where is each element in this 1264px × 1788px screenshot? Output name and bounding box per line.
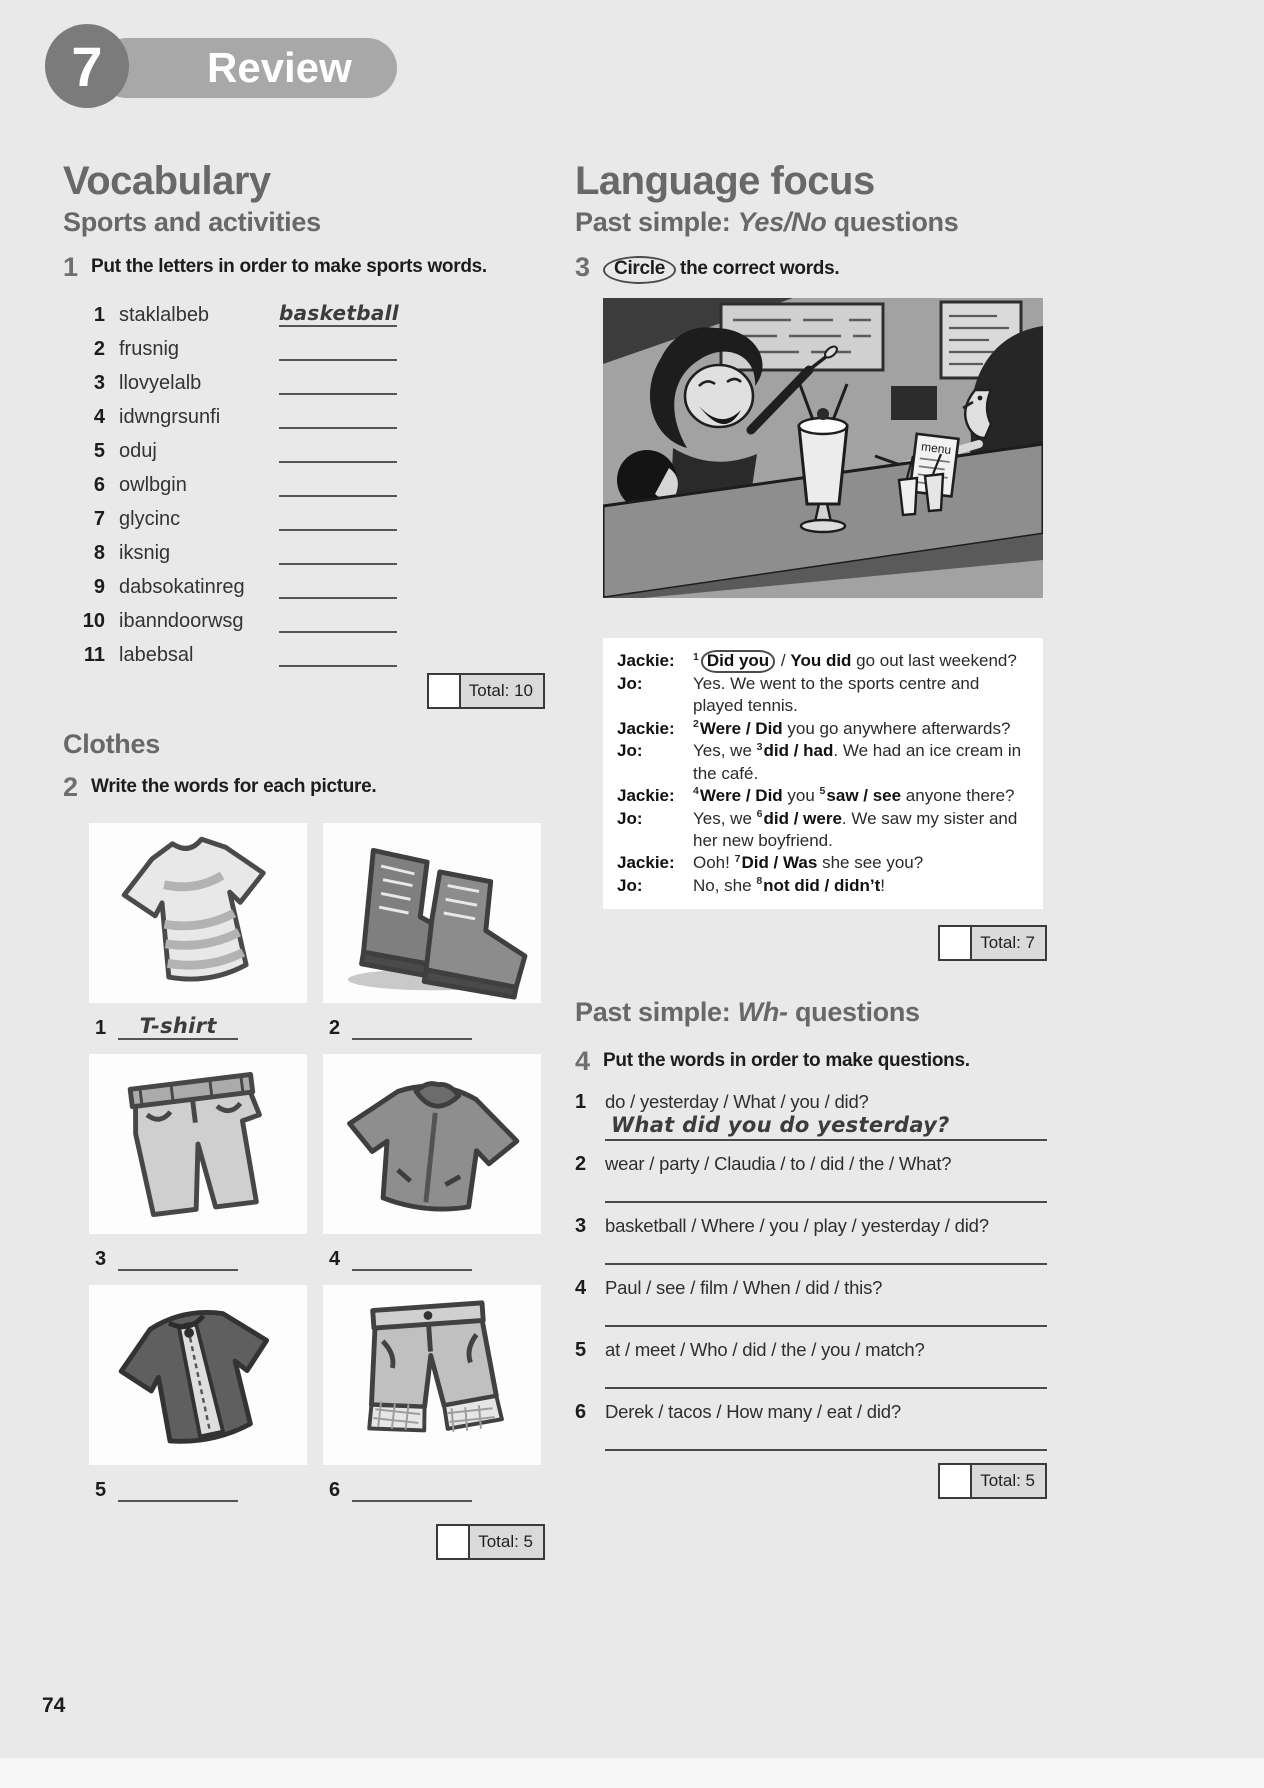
question-body	[605, 1277, 1047, 1327]
wall-speaker	[891, 386, 937, 420]
exercise2-total-box	[436, 1524, 545, 1560]
circled-answer[interactable]: Did you	[701, 650, 775, 673]
question-number: 2	[575, 1153, 587, 1176]
t-shirt-image	[89, 823, 307, 1003]
dialogue-line	[617, 673, 1029, 718]
answer-blank[interactable]	[279, 606, 397, 633]
dialogue-fragment: Yes. We went to the sports centre and played tennis.	[693, 673, 980, 716]
sports-word-row	[63, 599, 545, 633]
clothes-picture-cell	[89, 1285, 307, 1516]
exercise2-number: 2	[63, 772, 79, 803]
clothes-picture-cell	[89, 1054, 307, 1285]
subheading-suffix: questions	[826, 207, 959, 238]
item-number: 11	[83, 644, 105, 667]
exercise2-header	[63, 772, 545, 803]
scrambled-word: llovyelalb	[119, 372, 202, 395]
clothes-picture-cell	[323, 1285, 541, 1516]
picture-answer-blank[interactable]	[352, 1013, 472, 1040]
item-number: 10	[82, 610, 105, 633]
picture-label-row	[329, 1475, 541, 1502]
scrambled-word: ibanndoorwsg	[119, 610, 244, 633]
dialogue-text	[693, 808, 1029, 853]
question-prompt: wear / party / Claudia / to / did / the / What?	[605, 1153, 952, 1175]
menu-stand-label: menu	[920, 439, 952, 458]
clothes-pictures-grid	[89, 823, 541, 1516]
item-number: 6	[93, 474, 105, 497]
answer-blank[interactable]	[279, 368, 397, 395]
question-prompt: at / meet / Who / did / the / you / match?	[605, 1339, 925, 1361]
exercise4-header	[575, 1046, 1047, 1077]
picture-number: 5	[95, 1479, 107, 1502]
subheading-prefix: Past simple:	[575, 207, 738, 238]
dialogue-text	[693, 740, 1029, 785]
choice-number: 2	[693, 718, 699, 731]
dialogue-fragment: . We saw my sister and her new boyfriend.	[693, 808, 1018, 850]
dialogue-text	[693, 875, 1029, 897]
sports-words-list	[63, 293, 545, 667]
unit-title-pill	[97, 38, 397, 98]
dialogue-speaker: Jackie:	[617, 651, 675, 671]
track-jacket-image	[89, 1285, 307, 1465]
scrambled-word: owlbgin	[119, 474, 187, 497]
answer-blank[interactable]: basketball	[279, 301, 399, 326]
picture-answer-blank[interactable]	[118, 1244, 238, 1271]
dialogue-line	[617, 740, 1029, 785]
question-item	[575, 1277, 1047, 1327]
clothes-picture-cell	[323, 1054, 541, 1285]
sports-word-row	[63, 531, 545, 565]
dialogue-line	[617, 852, 1029, 874]
jeans-drawing	[89, 1054, 307, 1234]
dialogue-text	[693, 673, 1029, 718]
vocabulary-heading: Vocabulary	[63, 159, 271, 203]
dialogue-fragment: Yes, we	[693, 808, 757, 828]
shorts-drawing	[323, 1285, 541, 1465]
exercise1-instruction: Put the letters in order to make sports words.	[91, 256, 487, 278]
answer-blank[interactable]	[279, 640, 397, 667]
picture-number: 4	[329, 1248, 341, 1271]
word-choice[interactable]: Did / Was	[741, 853, 818, 873]
word-choice[interactable]: did / had	[763, 741, 834, 761]
choice-number: 1	[693, 650, 699, 663]
scrambled-word: iksnig	[119, 542, 171, 565]
exercise3-total-box	[938, 925, 1047, 961]
question-answer-blank[interactable]	[605, 1423, 1047, 1451]
choice-number: 5	[819, 785, 826, 798]
choice-number: 6	[756, 807, 763, 820]
picture-label-row	[95, 1475, 307, 1502]
question-item	[575, 1153, 1047, 1203]
dialogue-speaker: Jo:	[617, 673, 643, 693]
question-number: 6	[575, 1401, 587, 1424]
scrambled-word: idwngrsunfi	[119, 406, 221, 429]
exercise3-score-box[interactable]	[940, 927, 972, 959]
past-simple-yesno-subheading	[575, 207, 1047, 238]
cafe-scene-svg	[603, 298, 1043, 598]
exercise4-total-box	[938, 1463, 1047, 1499]
question-prompt: basketball / Where / you / play / yesterday / did?	[605, 1215, 989, 1237]
item-number: 8	[93, 542, 105, 565]
scrambled-word: oduj	[119, 440, 157, 463]
exercise3-header	[575, 252, 1047, 284]
sports-word-row	[63, 565, 545, 599]
picture-label-row	[95, 1244, 307, 1271]
exercise1-score-box[interactable]	[429, 675, 461, 707]
dialogue-fragment: anyone there?	[901, 786, 1015, 806]
dialogue-fragment: she see you?	[817, 853, 924, 873]
boots-drawing	[323, 823, 541, 1003]
item-number: 2	[93, 338, 105, 361]
scrambled-word: glycinc	[119, 508, 181, 531]
circle-word-oval: Circle	[603, 256, 676, 284]
exercise3-total-label: Total: 7	[980, 933, 1035, 953]
exercise2-score-box[interactable]	[438, 1526, 470, 1558]
question-answer-blank[interactable]	[605, 1175, 1047, 1203]
clothes-heading: Clothes	[63, 729, 160, 760]
exercise4-number: 4	[575, 1046, 591, 1077]
dialogue-fragment: go out last weekend?	[851, 651, 1017, 671]
sports-word-row	[63, 429, 545, 463]
wh-heading-prefix: Past simple:	[575, 997, 738, 1028]
jacket-drawing	[323, 1054, 541, 1234]
question-body	[605, 1153, 1047, 1203]
page-bottom-edge	[0, 1758, 1264, 1788]
exercise3-number: 3	[575, 252, 591, 283]
dialogue-line	[617, 718, 1029, 740]
picture-number: 6	[329, 1479, 341, 1502]
cafe-scene-illustration	[603, 298, 1043, 598]
picture-number: 2	[329, 1017, 341, 1040]
choice-number: 4	[693, 785, 699, 798]
wh-heading-italic: Wh-	[737, 997, 788, 1028]
picture-answer-blank[interactable]	[118, 1475, 238, 1502]
dialogue-speaker: Jackie:	[617, 786, 675, 806]
answer-blank[interactable]	[279, 538, 397, 565]
dialogue-line	[617, 808, 1029, 853]
past-simple-wh-heading	[575, 997, 1047, 1028]
exercise1-total-label: Total: 10	[468, 681, 533, 701]
item-number: 4	[93, 406, 105, 429]
sports-word-row	[63, 463, 545, 497]
question-item	[575, 1339, 1047, 1389]
dialogue-fragment: !	[880, 875, 885, 895]
choice-number: 3	[756, 740, 763, 753]
question-prompt: Derek / tacos / How many / eat / did?	[605, 1401, 901, 1423]
question-prompt: Paul / see / film / When / did / this?	[605, 1277, 883, 1299]
scrambled-word: labebsal	[119, 644, 194, 667]
unit-badge	[45, 24, 405, 108]
dialogue-line	[617, 875, 1029, 897]
question-body	[605, 1091, 1047, 1141]
page-number: 74	[42, 1694, 66, 1717]
dialogue-text	[693, 852, 1029, 874]
unit-number-circle	[45, 24, 129, 108]
word-choice[interactable]: Were / Did	[699, 786, 783, 806]
exercise4-instruction: Put the words in order to make questions.	[603, 1050, 970, 1072]
question-answer-blank[interactable]	[605, 1237, 1047, 1265]
sports-word-row	[63, 293, 545, 327]
answer-blank[interactable]	[279, 402, 397, 429]
picture-label-row	[329, 1244, 541, 1271]
questions-list	[575, 1091, 1047, 1451]
jacket-image	[323, 1054, 541, 1234]
item-number: 1	[93, 304, 105, 327]
item-number: 9	[93, 576, 105, 599]
answer-blank[interactable]	[279, 572, 397, 599]
wh-heading-suffix: questions	[787, 997, 920, 1028]
item-number: 5	[93, 440, 105, 463]
dialogue-speaker: Jackie:	[617, 718, 675, 738]
dialogue-speaker: Jo:	[617, 741, 643, 761]
exercise2-total-label: Total: 5	[478, 1532, 533, 1552]
exercise4-score-box[interactable]	[940, 1465, 972, 1497]
picture-number: 1	[95, 1017, 107, 1040]
picture-answer-blank[interactable]	[352, 1475, 472, 1502]
question-item	[575, 1215, 1047, 1265]
word-choice[interactable]: saw / see	[826, 786, 902, 806]
dialogue-fragment: Ooh!	[693, 853, 735, 873]
answer-blank[interactable]	[279, 436, 397, 463]
dialogue-fragment: . We had an ice cream in the café.	[693, 741, 1022, 783]
unit-number: 7	[71, 34, 103, 98]
dialogue-text	[693, 650, 1029, 673]
exercise1-total-box	[427, 673, 545, 709]
scrambled-word: frusnig	[119, 338, 180, 361]
word-choice[interactable]: not did / didn’t	[763, 875, 881, 895]
jeans-image	[89, 1054, 307, 1234]
dialogue-line	[617, 785, 1029, 807]
item-number: 3	[93, 372, 105, 395]
word-choice[interactable]: did / were	[763, 808, 842, 828]
answer-blank[interactable]	[279, 334, 397, 361]
picture-answer-blank[interactable]: T-shirt	[118, 1013, 238, 1040]
unit-title: Review	[207, 44, 352, 91]
language-focus-heading: Language focus	[575, 159, 875, 203]
question-body	[605, 1215, 1047, 1265]
dialogue-speaker: Jackie:	[617, 853, 675, 873]
question-answer-blank[interactable]: What did you do yesterday?	[605, 1113, 1047, 1141]
track-jacket-drawing	[89, 1285, 307, 1465]
question-item	[575, 1091, 1047, 1141]
sports-word-row	[63, 497, 545, 531]
word-choice[interactable]: You did	[790, 651, 852, 671]
question-number: 4	[575, 1277, 587, 1300]
sports-word-row	[63, 361, 545, 395]
question-answer-blank[interactable]	[605, 1361, 1047, 1389]
dialogue-fragment: No, she	[693, 875, 757, 895]
dialogue-speaker: Jo:	[617, 808, 643, 828]
answer-blank[interactable]	[279, 470, 397, 497]
t-shirt-drawing	[89, 823, 307, 1003]
subheading-italic: Yes/No	[737, 207, 827, 238]
boots-image	[323, 823, 541, 1003]
dialogue-fragment: you	[782, 786, 820, 806]
clothes-picture-cell	[89, 823, 307, 1054]
picture-answer-blank[interactable]	[352, 1244, 472, 1271]
dialogue-speaker: Jo:	[617, 875, 643, 895]
choice-number: 8	[756, 875, 763, 888]
exercise3-instruction	[603, 256, 839, 284]
item-number: 7	[93, 508, 105, 531]
sports-word-row	[63, 395, 545, 429]
picture-number: 3	[95, 1248, 107, 1271]
dialogue-fragment: you go anywhere afterwards?	[782, 718, 1011, 738]
question-item	[575, 1401, 1047, 1451]
shorts-image	[323, 1285, 541, 1465]
dialogue-text	[693, 785, 1029, 807]
dialogue-box	[603, 638, 1043, 909]
dialogue-line	[617, 650, 1029, 673]
dialogue-fragment: Yes, we	[693, 741, 757, 761]
question-body	[605, 1339, 1047, 1389]
right-column	[575, 160, 1047, 1499]
word-choice[interactable]: Were / Did	[699, 718, 783, 738]
question-prompt: do / yesterday / What / you / did?	[605, 1091, 869, 1113]
sports-word-row	[63, 327, 545, 361]
question-answer-blank[interactable]	[605, 1299, 1047, 1327]
question-number: 5	[575, 1339, 587, 1362]
exercise1-header	[63, 252, 545, 283]
left-column	[63, 160, 545, 1560]
question-number: 1	[575, 1091, 587, 1114]
answer-blank[interactable]	[279, 504, 397, 531]
exercise4-total-label: Total: 5	[980, 1471, 1035, 1491]
sports-word-row	[63, 633, 545, 667]
sports-subheading: Sports and activities	[63, 207, 321, 238]
choice-number: 7	[734, 852, 741, 865]
exercise1-number: 1	[63, 252, 79, 283]
exercise3-instruction-rest: the correct words.	[680, 258, 840, 280]
picture-label-row	[95, 1013, 307, 1040]
question-body	[605, 1401, 1047, 1451]
scrambled-word: dabsokatinreg	[119, 576, 245, 599]
scrambled-word: staklalbeb	[119, 304, 210, 327]
exercise2-instruction: Write the words for each picture.	[91, 776, 377, 798]
picture-label-row	[329, 1013, 541, 1040]
dialogue-fragment: /	[776, 651, 791, 671]
question-number: 3	[575, 1215, 587, 1238]
clothes-picture-cell	[323, 823, 541, 1054]
dialogue-text	[693, 718, 1029, 740]
